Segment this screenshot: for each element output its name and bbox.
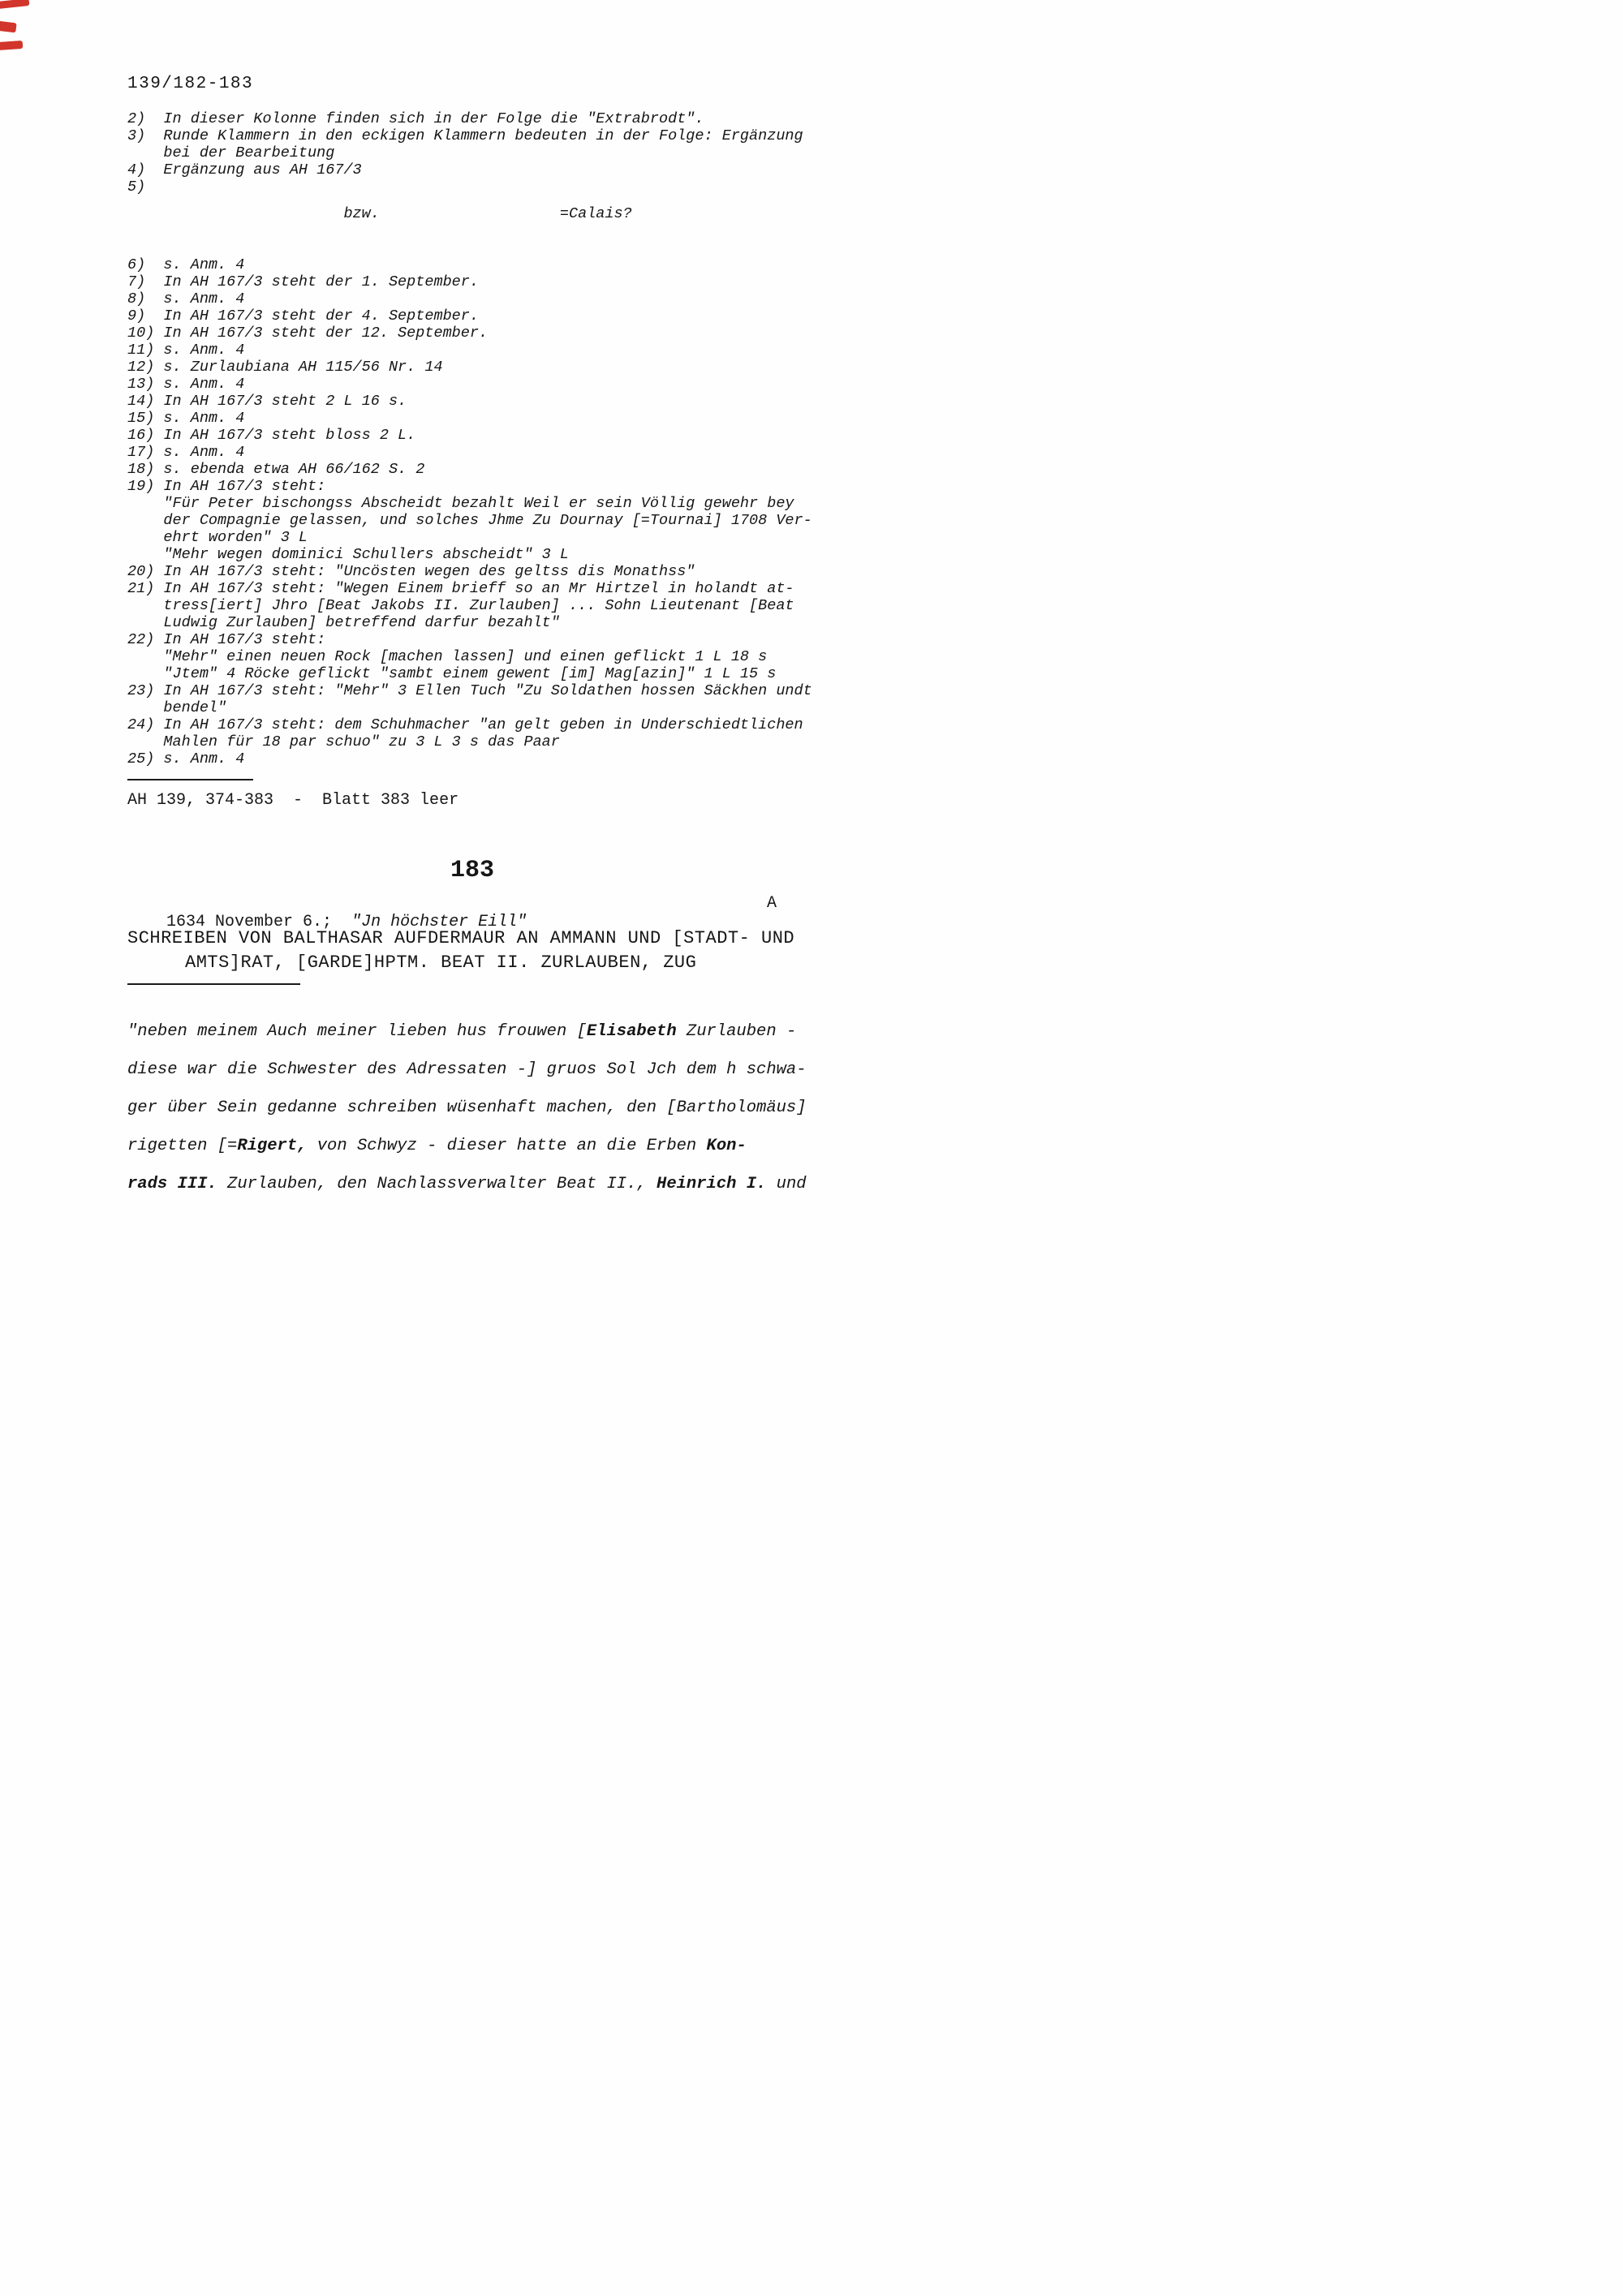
registratur-mark: A <box>767 894 777 913</box>
letter-line: rads III. Zurlauben, den Nachlassverwalter Beat II., Heinrich I. und <box>127 1175 807 1193</box>
footnote-line: 17) s. Anm. 4 <box>127 444 245 461</box>
archive-reference: AH 139, 374-383 - Blatt 383 leer <box>127 791 459 810</box>
note-bzw-calais: bzw. =Calais? <box>127 205 632 222</box>
footnote-line: bendel" <box>127 699 227 716</box>
footnote-line: 24) In AH 167/3 steht: dem Schuhmacher "an gelt geben in Underschiedtlichen <box>127 716 803 733</box>
footnote-line: "Mehr" einen neuen Rock [machen lassen] und einen geflickt 1 L 18 s <box>127 648 768 665</box>
footnote-line: 7) In AH 167/3 steht der 1. September. <box>127 273 479 290</box>
footnote-line: 2) In dieser Kolonne finden sich in der Folge die "Extrabrodt". <box>127 110 704 127</box>
footnote-line: 5) <box>127 178 146 196</box>
footnote-line: 18) s. ebenda etwa AH 66/162 S. 2 <box>127 461 425 478</box>
letter-line: rigetten [=Rigert, von Schwyz - dieser hatte an die Erben Kon- <box>127 1137 747 1155</box>
footnote-line: der Compagnie gelassen, und solches Jhme Zu Dournay [=Tournai] 1708 Ver- <box>127 512 812 529</box>
footnote-line: 6) s. Anm. 4 <box>127 256 245 273</box>
date-urgency-note: "Jn höchster Eill" <box>351 913 527 931</box>
footnote-line: 3) Runde Klammern in den eckigen Klammern bedeuten in der Folge: Ergänzung <box>127 127 803 144</box>
footnote-line: tress[iert] Jhro [Beat Jakobs II. Zurlauben] ... Sohn Lieutenant [Beat <box>127 597 794 614</box>
footnote-line: 4) Ergänzung aus AH 167/3 <box>127 161 362 178</box>
footnote-line: 11) s. Anm. 4 <box>127 342 245 359</box>
footnote-line: ehrt worden" 3 L <box>127 529 308 546</box>
footnote-line: "Für Peter bischongss Abscheidt bezahlt Weil er sein Völlig gewehr bey <box>127 495 794 512</box>
entry-title-line1: SCHREIBEN VON BALTHASAR AUFDERMAUR AN AMMANN UND [STADT- UND <box>127 928 795 948</box>
footnote-line: bei der Bearbeitung <box>127 144 335 161</box>
footnote-line: 23) In AH 167/3 steht: "Mehr" 3 Ellen Tuch "Zu Soldathen hossen Säckhen undt <box>127 682 812 699</box>
letter-line: diese war die Schwester des Adressaten -] gruos Sol Jch dem h schwa- <box>127 1060 807 1079</box>
footnote-line: 13) s. Anm. 4 <box>127 376 245 393</box>
title-rule <box>127 983 300 985</box>
entry-title-line2: AMTS]RAT, [GARDE]HPTM. BEAT II. ZURLAUBEN, ZUG <box>185 952 697 973</box>
footnote-line: 19) In AH 167/3 steht: <box>127 478 326 495</box>
footnote-line: 22) In AH 167/3 steht: <box>127 631 326 648</box>
footnote-line: 15) s. Anm. 4 <box>127 410 245 427</box>
red-corner-mark <box>0 0 29 9</box>
entry-number: 183 <box>450 857 494 884</box>
footnote-line: "Mehr wegen dominici Schullers abscheidt" 3 L <box>127 546 569 563</box>
footnote-line: 8) s. Anm. 4 <box>127 290 245 307</box>
footnote-block-top <box>127 110 803 196</box>
separator-rule <box>127 779 253 780</box>
footnote-line: 14) In AH 167/3 steht 2 L 16 s. <box>127 393 407 410</box>
letter-line: ger über Sein gedanne schreiben wüsenhaft machen, den [Bartholomäus] <box>127 1099 807 1117</box>
footnote-block-main <box>127 256 812 767</box>
footnote-line: 12) s. Zurlaubiana AH 115/56 Nr. 14 <box>127 359 443 376</box>
date-text: 1634 November 6.; <box>166 913 352 931</box>
footnote-line: Ludwig Zurlauben] betreffend darfur bezahlt" <box>127 614 560 631</box>
footnote-line: 16) In AH 167/3 steht bloss 2 L. <box>127 427 416 444</box>
letter-excerpt <box>127 1013 807 1203</box>
footnote-line: 21) In AH 167/3 steht: "Wegen Einem brieff so an Mr Hirtzel in holandt at- <box>127 580 794 597</box>
footnote-line: 25) s. Anm. 4 <box>127 750 245 767</box>
footnote-line: 9) In AH 167/3 steht der 4. September. <box>127 307 479 325</box>
footnote-line: 20) In AH 167/3 steht: "Uncösten wegen des geltss dis Monathss" <box>127 563 695 580</box>
footnote-line: 10) In AH 167/3 steht der 12. September. <box>127 325 489 342</box>
page-header: 139/182-183 <box>127 75 254 93</box>
red-corner-mark <box>0 21 17 33</box>
footnote-line: "Jtem" 4 Röcke geflickt "sambt einem gewent [im] Mag[azin]" 1 L 15 s <box>127 665 777 682</box>
letter-line: "neben meinem Auch meiner lieben hus frouwen [Elisabeth Zurlauben - <box>127 1022 797 1041</box>
red-corner-mark <box>0 41 23 50</box>
footnote-line: Mahlen für 18 par schuo" zu 3 L 3 s das Paar <box>127 733 560 750</box>
